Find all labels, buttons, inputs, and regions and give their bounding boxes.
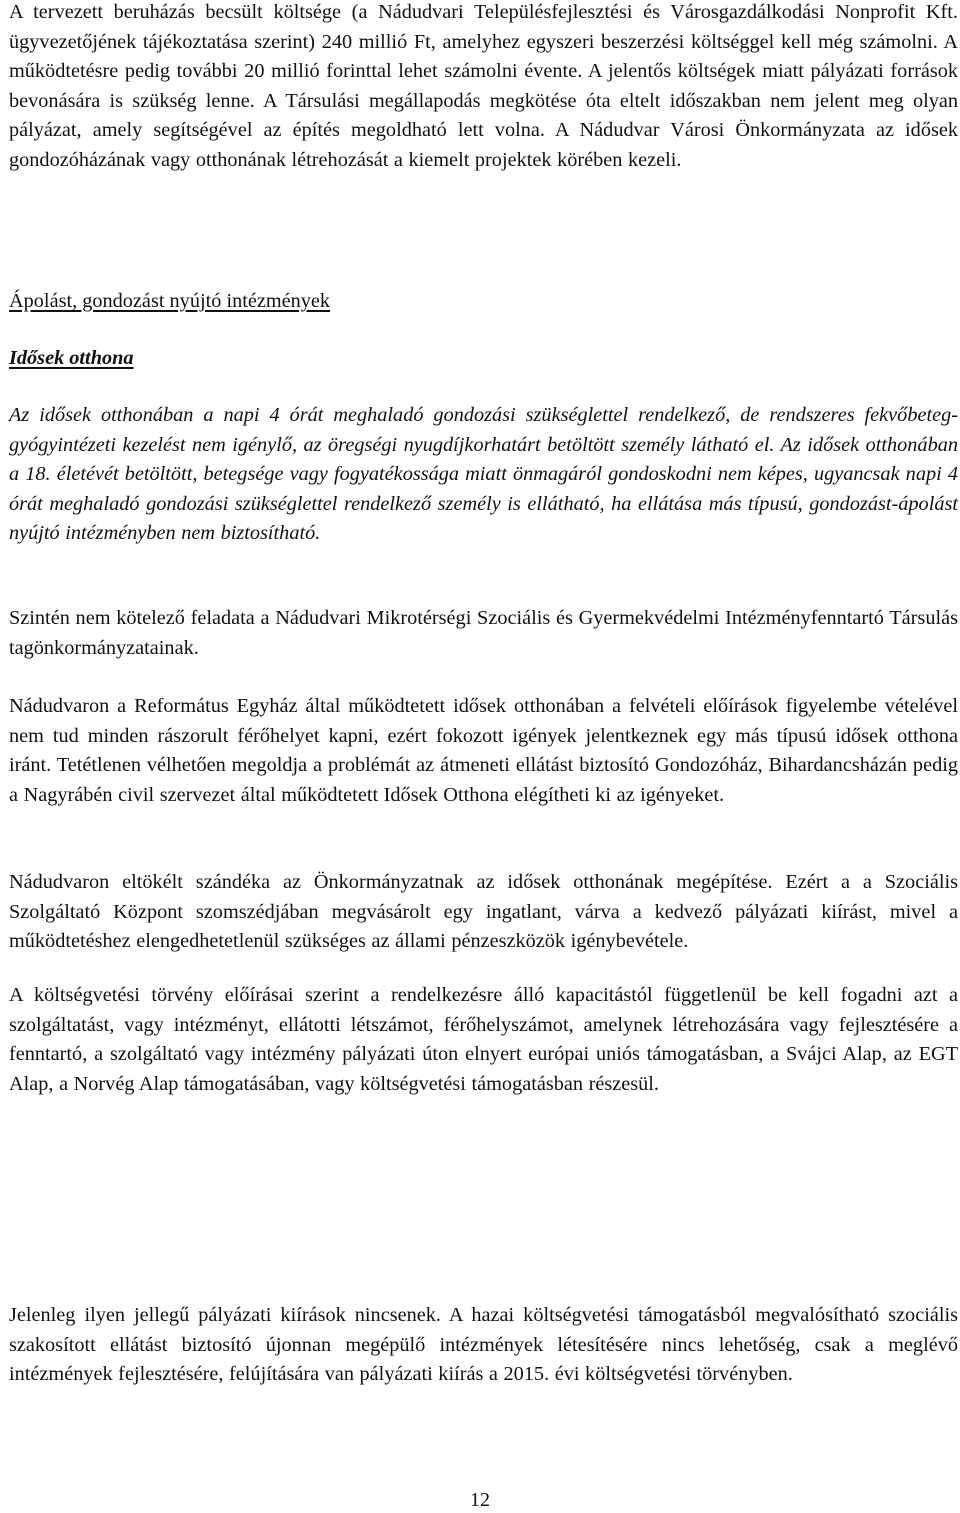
paragraph-budget-law: A költségvetési törvény előírásai szerint a rendelkezésre álló kapacitástól függetlenül be kell fogadni azt a szolgáltatást, vagy intézményt, ellátotti létszámot, férőhelyszámot, amelynek létrehozására vagy fejlesztésére a fenntartó, a szolgáltató vagy intézmény pályázati úton elnyert európai uniós támogatásban, a Svájci Alap, az EGT Alap, a Norvég Alap támogatásában, vagy költségvetési támogatásban részesül. [9,984,958,1095]
subsection-heading-elderly-home: Idősek otthona [9,347,134,369]
paragraph-nadudvar-reformed-church: Nádudvaron a Református Egyház által működtetett idősek otthonában a felvételi előírások figyelembe vételével nem tud minden rászorult férőhelyet kapni, ezért fokozott igények jelentkeznek egy más típusú idősek otthona iránt. Tetétlenen vélhetően megoldja a problémát az átmeneti ellátást biztosító Gondozóház, Bihardancsházán pedig a Nagyrábén civil szervezet által működtetett Idősek Otthona elégítheti ki az igényeket. [9,695,958,806]
section-heading-care-institutions: Ápolást, gondozást nyújtó intézmények [9,290,331,312]
paragraph-elderly-home-definition: Az idősek otthonában a napi 4 órát meghaladó gondozási szükséglettel rendelkező, de rendszeres fekvőbeteg-gyógyintézeti kezelést nem igénylő, az öregségi nyugdíjkorhatárt betöltött személy látható el. Az idősek otthonában a 18. életévét betöltött, betegsége vagy fogyatékossága miatt önmagáról gondoskodni nem képes, ugyancsak napi 4 órát meghaladó gondozási szükséglettel rendelkező személy is ellátható, ha ellátása más típusú, gondozást-ápolást nyújtó intézményben nem biztosítható. [9,404,958,545]
paragraph-project-cost: A tervezett beruházás becsült költsége (a Nádudvari Településfejlesztési és Városgazdálkodási Nonprofit Kft. ügyvezetőjének tájékoztatása szerint) 240 millió Ft, amelyhez egyszeri beszerzési költséggel kell még számolni. A működtetésre pedig további 20 millió forinttal lehet számolni évente. A jelentős költségek miatt pályázati források bevonására is szükség lenne. A Társulási megállapodás megkötése óta eltelt időszakban nem jelent meg olyan pályázat, amely segítségével az építés megoldható lett volna. A Nádudvar Városi Önkormányzata az idősek gondozóházának vagy otthonának létrehozását a kiemelt projektek körében kezeli. [9,1,958,171]
paragraph-municipality-intent: Nádudvaron eltökélt szándéka az Önkormányzatnak az idősek otthonának megépítése. Ezért a a Szociális Szolgáltató Központ szomszédjában megvásárolt egy ingatlant, várva a kedvező pályázati kiírást, mivel a működtetéshez elengedhetetlenül szükséges az állami pénzeszközök igénybevétele. [9,871,958,953]
paragraph-current-calls: Jelenleg ilyen jellegű pályázati kiírások nincsenek. A hazai költségvetési támogatásból megvalósítható szociális szakosított ellátást biztosító újonnan megépülő intézmények létesítésére nincs lehetőség, csak a meglévő intézmények fejlesztésére, felújítására van pályázati kiírás a 2015. évi költségvetési törvényben. [9,1304,958,1386]
page-number: 12 [470,1489,490,1511]
paragraph-not-mandatory: Szintén nem kötelező feladata a Nádudvari Mikrotérségi Szociális és Gyermekvédelmi Intézményfenntartó Társulás tagönkormányzatainak. [9,607,958,659]
